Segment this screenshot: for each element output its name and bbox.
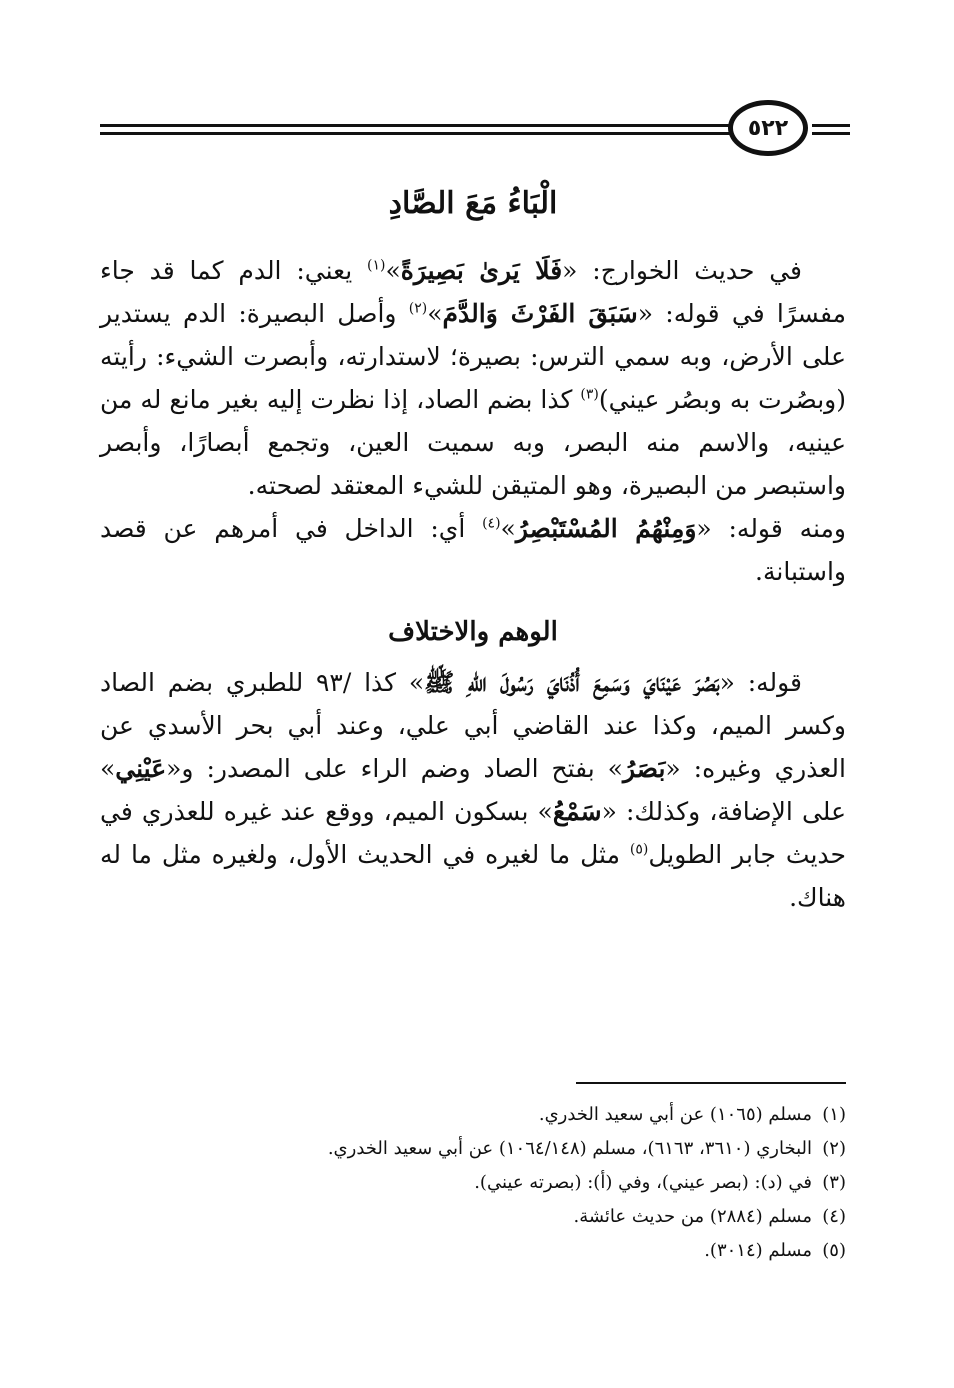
text: قوله: « [719, 668, 803, 697]
text: » على الإضافة، وكذلك: « [100, 754, 846, 826]
footnote-number: (٥) [822, 1240, 846, 1261]
text: ومنه قوله: « [696, 514, 846, 543]
footnote-number: (١) [822, 1104, 846, 1125]
footnote-text: مسلم (٣٠١٤). [704, 1240, 812, 1261]
footnote-text: مسلم (١٠٦٥) عن أبي سعيد الخدري. [538, 1104, 812, 1125]
quote: بَصَرُ [622, 754, 666, 783]
footnote-ref[interactable]: (٥) [629, 841, 649, 858]
header-rule [812, 124, 850, 127]
header-rule [100, 132, 730, 135]
main-content [100, 186, 846, 919]
text: » بفتح الصاد وضم الراء على المصدر: و« [166, 754, 623, 783]
footnotes [150, 1082, 846, 1268]
text: وأصل البصيرة: الدم يستدير على الأرض، وبه سمي الترس: بصيرة؛ لاستدارته، وأبصرت الشيء: رأيته (وبصُرت به وبصُر عيني) [100, 299, 846, 414]
footnote-ref[interactable]: (٣) [580, 386, 599, 403]
footnote-number: (٢) [822, 1138, 846, 1159]
footnote-number: (٣) [822, 1172, 846, 1193]
subheading: الوهم والاختلاف [388, 617, 558, 647]
quote: فَلَا يَرىٰ بَصِيرَةً [400, 256, 563, 285]
quote: سَبَقَ الفَرْثَ وَالدَّمَ [442, 299, 638, 328]
quote: وَمِنْهُمُ المُسْتَبْصِرُ [515, 514, 697, 543]
footnote-item [150, 1132, 846, 1166]
quote: سَمْعُ [552, 797, 602, 826]
text: » [385, 256, 401, 285]
paragraph-1 [100, 249, 846, 507]
quote: بَصُرَ عَيْنَايَ وَسَمِعَ أُذُنَايَ رَسُولَ اللهِ ﷺ [424, 668, 720, 697]
section-heading: الْبَاءُ مَعَ الصَّادِ [388, 186, 558, 221]
text: » [427, 299, 443, 328]
footnote-text: مسلم (٢٨٨٤) من حديث عائشة. [573, 1206, 812, 1227]
footnote-text: البخاري (٣٦١٠، ٦١٦٣)، مسلم (١٠٦٤/١٤٨) عن أبي سعيد الخدري. [327, 1138, 812, 1159]
header-rule [812, 132, 850, 135]
paragraph-3 [100, 661, 846, 919]
text: » كذا /٩٣ للطبري بضم الصاد وكسر الميم، وكذا عند القاضي أبي علي، وعند أبي بحر الأسدي عن العذري وغيره: « [100, 668, 846, 783]
footnote-text: في (د): (بصر عيني)، وفي (أ): (بصرته عيني). [474, 1172, 812, 1193]
paragraph-2 [100, 507, 846, 593]
footnote-ref[interactable]: (٢) [408, 300, 428, 317]
footnote-ref[interactable]: (١) [366, 257, 386, 274]
header-rule [100, 124, 730, 127]
text: كذا بضم الصاد، إذا نظرت إليه بغير مانع له من عينيه، والاسم منه البصر، وبه سميت العين، وتجمع أبصارًا، وأبصر واستبصر من البصيرة، وهو المتيقن للشيء المعتقد لصحته. [100, 385, 846, 500]
text: » [500, 514, 516, 543]
footnote-item [150, 1166, 846, 1200]
quote: عَيْنِي [115, 754, 167, 783]
text: أي: الداخل في أمرهم عن قصد واستبانة. [100, 514, 846, 586]
page-number: ٥٢٢ [728, 100, 808, 156]
footnote-ref[interactable]: (٤) [482, 515, 501, 532]
footnote-separator [576, 1082, 846, 1084]
text: مثل ما لغيره في الحديث الأول، ولغيره مثل ما له هناك. [100, 840, 846, 912]
text: في حديث الخوارج: « [562, 256, 803, 285]
text: يعني: الدم كما قد جاء مفسرًا في قوله: « [100, 256, 847, 328]
footnote-item [150, 1098, 846, 1132]
footnote-item [150, 1200, 846, 1234]
footnote-number: (٤) [822, 1206, 846, 1227]
text: » بسكون الميم، ووقع عند غيره للعذري في حديث جابر الطويل [100, 797, 846, 869]
footnote-item [150, 1234, 846, 1268]
page-header [100, 100, 850, 160]
